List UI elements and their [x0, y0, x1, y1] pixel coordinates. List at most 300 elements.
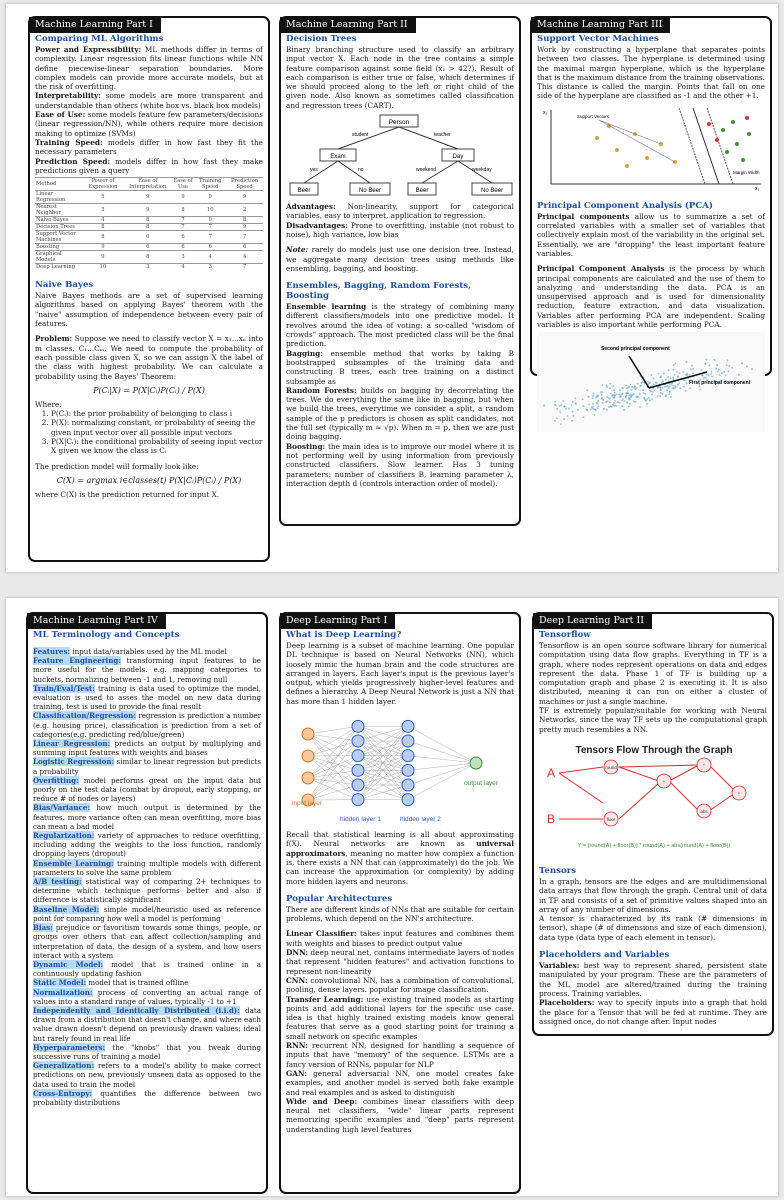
pca-point — [670, 396, 672, 398]
pca-point — [651, 374, 653, 376]
table-row — [35, 224, 263, 231]
pca-point — [692, 368, 694, 370]
term-entry — [33, 656, 261, 684]
pca-point — [568, 408, 570, 410]
class-b-points — [721, 120, 751, 162]
table-cell: 8 — [101, 234, 105, 241]
table-cell: 8 — [242, 217, 247, 224]
table-cell: 10 — [206, 207, 214, 214]
decision-tree-figure — [286, 113, 516, 199]
pca-point — [623, 401, 625, 403]
pca-point — [705, 359, 707, 361]
pca-point — [658, 373, 660, 375]
pca-point — [746, 366, 748, 368]
pca-point — [621, 405, 623, 407]
pca-point — [674, 387, 676, 389]
edge-label: weekday — [472, 167, 492, 174]
pca-point — [629, 399, 631, 401]
term-entry — [286, 1041, 514, 1069]
term: Train/Eval/Test: — [33, 683, 95, 693]
term-text: simple model/heuristic used as reference point for comparing how well a model is performing — [33, 904, 261, 923]
edge-label: no — [358, 167, 364, 174]
term-entry — [539, 961, 767, 998]
pca-point — [657, 396, 659, 398]
pca-point — [648, 383, 650, 385]
pca-point — [613, 385, 615, 387]
table-cell: 6 — [181, 244, 185, 251]
pca-point — [603, 408, 605, 410]
table-cell: 8 — [146, 217, 150, 224]
pca-point — [543, 405, 545, 407]
term-text: some models feature few parameters/decisions (linear regression/NN), while others require more decision making to optimize (SVMs) — [35, 110, 263, 138]
pca-point — [608, 406, 610, 408]
pca-point — [636, 383, 638, 385]
term-entry — [286, 1069, 514, 1097]
pca-point — [683, 386, 685, 388]
pca-point — [670, 378, 672, 380]
paragraph: Naive Bayes methods are a set of supervised learning algorithms based on applying Bayes' theorem with the "naive" assumption of independence between every pair of features. — [35, 291, 263, 329]
term: Baseline Model: — [33, 904, 100, 914]
pca-point — [662, 393, 664, 395]
pca-label: Second principal component — [601, 346, 670, 353]
table-cell: 9 — [101, 254, 105, 261]
table-row — [35, 251, 263, 264]
table-cell: 7 — [208, 224, 212, 231]
term-text: Prone to overfitting, instable (not robust to noise), high variance, low bias — [286, 220, 514, 239]
section-title: Tensorflow — [539, 630, 591, 640]
table-cell: 4 — [242, 254, 247, 261]
pca-point — [689, 388, 691, 390]
pca-point — [586, 410, 588, 412]
text-part: , meaning no matter how complex a function is, there exists a NN that can (approximately) do the job. We can increase the approximation (or complexity) by adding more hidden layers and neurons. — [286, 848, 514, 886]
column-header: Machine Learning Part III — [531, 17, 670, 33]
table-cell: 6 — [242, 244, 247, 251]
svm-figure — [537, 104, 765, 190]
pca-point — [560, 405, 562, 407]
term-text: process of converting an actual range of values into a standard range of values, typically -1 to +1 — [33, 987, 261, 1006]
term-text: some models are more transparent and understandable than others (white box vs. black box models) — [35, 91, 263, 110]
term-text: transforming input features to be more useful for the models. e.g. mapping categories to buckets, normalizing between -1 and 1, removing null — [33, 656, 261, 684]
pca-point — [674, 363, 676, 365]
table-cell: 7 — [181, 224, 185, 231]
layer-label: output layer — [464, 780, 498, 788]
term: Feature Engineering: — [33, 656, 121, 666]
pca-point — [615, 405, 617, 407]
pca-point — [575, 403, 577, 405]
table-cell: 6 — [146, 234, 150, 241]
pca-point — [626, 402, 628, 404]
pca-point — [614, 400, 616, 402]
paragraph: Tensorflow is an open source software library for numerical computation using data flow graphs. Everything in TF is a graph, where nodes represent operations on data and edges represent the data. Phase 1 of TF is building up a computation graph and phase 2 is executing it. It is also distributed, meaning it can run on either a cluster of machines or just a single machine. — [539, 641, 767, 706]
table-cell: 3 — [146, 264, 150, 271]
pca-point — [728, 365, 730, 367]
nn-edge — [308, 726, 358, 756]
term-entry — [33, 1006, 261, 1043]
pca-paragraph-1 — [537, 212, 765, 258]
pca-point — [668, 394, 670, 396]
tree-node-label: Day — [452, 154, 464, 161]
pca-point — [678, 372, 680, 374]
term-text: way to specify inputs into a graph that hold the place for a Tensor that will be fed at runtime. They are assigned once, do not change after. Input nodes — [539, 998, 767, 1026]
term-text: predicts an output by multiplying and summing input features with weights and biases — [33, 739, 261, 758]
pca-point — [563, 406, 565, 408]
pca-point — [685, 374, 687, 376]
table-cell: 10 — [99, 264, 107, 271]
table-cell: Nearest Neighbor — [36, 204, 61, 217]
nn-node — [402, 735, 414, 747]
term: Dynamic Model: — [33, 959, 104, 969]
term: Disadvantages: — [286, 220, 348, 230]
pca-point — [601, 391, 603, 393]
term: Bias/Variance: — [33, 803, 90, 813]
nn-edge — [408, 726, 476, 763]
term-text: ensemble method that works by taking B bootstrapped subsamples of the training data and constructing B trees, each tree training on a distinct subsample as — [286, 348, 514, 386]
table-cell: 9 — [208, 217, 212, 224]
term: Principal components — [537, 211, 630, 221]
pca-point — [664, 386, 666, 388]
pca-point — [725, 375, 727, 377]
pca-point — [560, 424, 562, 426]
pca-point — [672, 387, 674, 389]
term-entry — [33, 803, 261, 831]
term-entry — [33, 1061, 261, 1089]
pca-point — [676, 371, 678, 373]
pca-point — [556, 408, 558, 410]
pca-point — [647, 381, 649, 383]
pca-point — [685, 390, 687, 392]
pca-point — [628, 406, 630, 408]
pca-point — [673, 364, 675, 366]
term-text: the main idea is to improve our model where it is not performing well by using information from previously constructed classifiers. Slow learner. Has 3 tuning parameters: number of classifiers B, learning parameter λ, interaction depth d (controls interaction order of model). — [286, 441, 514, 488]
pca-point — [751, 368, 753, 370]
pca-figure — [537, 332, 765, 432]
section-title: Placeholders and Variables — [539, 950, 670, 961]
pca-point — [613, 390, 615, 392]
pca-point — [622, 393, 624, 395]
pca-point — [715, 368, 717, 370]
section-title: Ensembles, Bagging, Random Forests, Boosting — [286, 281, 472, 302]
pca-point — [636, 396, 638, 398]
pca-point — [702, 375, 704, 377]
term-text: builds on bagging by decorrelating the trees. We do everything the same like in bagging, but when we build the trees, everytime we consider a split, a random sample of the p predictors is chosen as split candidates, not the full set (typically m ≈ √p). When m = p, then we are just doing bagging. — [286, 385, 514, 442]
term-text: deep neural net, contains intermediate layers of nodes that represent "hidden features" and activation functions to represent non-linearity — [286, 948, 514, 976]
tree-leaf-label: Beer — [297, 188, 311, 195]
pca-point — [646, 403, 648, 405]
edge-label: student — [352, 132, 369, 139]
paragraph: TF is extremely popular/suitable for working with Neural Networks, since the way TF sets up the computational graph pretty much resembles a NN. — [539, 706, 767, 734]
pca-point — [741, 363, 743, 365]
pca-point — [682, 371, 684, 373]
pca-point — [674, 374, 676, 376]
term-text: is the strategy of combining many different classifiers/models into one predictive model. It revolves around the idea of voting: a so-called "wisdom of crowds" approach. The most predicted class will be the final prediction. — [286, 302, 514, 349]
term-text: how much output is determined by the features. more variance often can mean overfitting, more bias can mean a bad model — [33, 803, 261, 831]
nn-node — [402, 764, 414, 776]
term: universal approximators — [286, 839, 514, 858]
term: A/B testing: — [33, 877, 82, 887]
term: Generalization: — [33, 1061, 95, 1071]
pca-point — [630, 396, 632, 398]
pca-point — [643, 397, 645, 399]
table-cell: 7 — [208, 234, 212, 241]
term-entry — [286, 386, 514, 442]
input-label-b: B — [547, 811, 556, 826]
layer-label: input layer — [292, 800, 322, 808]
pca-point — [642, 389, 644, 391]
nn-node — [352, 779, 364, 791]
architecture-list — [286, 929, 514, 1134]
pca-point — [559, 412, 561, 414]
pca-point — [601, 402, 603, 404]
pca-point — [629, 395, 631, 397]
section-title: Support Vector Machines — [537, 34, 659, 44]
term: Logistic Regression: — [33, 757, 115, 767]
term-entry — [33, 757, 261, 775]
term: Hyperparameters: — [33, 1042, 106, 1052]
term-text: regression is prediction a number (e.g. housing price), classification is prediction from a set of categories(e.g. predicting red/blue/green) — [33, 711, 261, 739]
axis-label: x₁ — [755, 185, 760, 192]
pca-point — [717, 371, 719, 373]
pca-point — [565, 408, 567, 410]
pca-point — [627, 393, 629, 395]
term-text: allow us to summarize a set of correlated variables with a smaller set of variables that collectively explain most of the variability in the original set. Essentially, we are "dropping" the least important feature variables. — [537, 211, 765, 258]
bayes-equation: P(Cᵢ|X) = P(X|Cᵢ)P(Cᵢ) / P(X) — [93, 385, 205, 395]
node-label: round — [605, 764, 617, 770]
nn-edge — [408, 763, 476, 770]
nn-edge — [308, 770, 358, 778]
term-entry — [33, 647, 261, 656]
table-cell: 3 — [181, 254, 185, 261]
term-entry — [33, 831, 261, 859]
term-text: similar to linear regression but predicts a probability — [33, 757, 262, 776]
pca-point — [672, 377, 674, 379]
term-text: training multiple models with different parameters to solve the same problem — [33, 858, 261, 877]
pca-point — [646, 399, 648, 401]
table-cell: 9 — [181, 194, 185, 201]
term: Prediction Speed: — [35, 156, 111, 166]
pca-point — [668, 370, 670, 372]
nn-node — [402, 779, 414, 791]
nn-node — [302, 728, 314, 740]
pca-point — [609, 383, 611, 385]
pca-point — [660, 392, 662, 394]
term-text: model performs great on the input data but poorly on the test data (combat by dropout, early stopping, or reduce # of nodes or layers) — [33, 775, 261, 804]
table-cell: 8 — [101, 224, 105, 231]
paragraph — [286, 830, 514, 886]
pca-point — [710, 371, 712, 373]
pca-point — [606, 396, 608, 398]
table-cell: 9 — [146, 194, 150, 201]
term: Interpretability: — [35, 91, 101, 101]
pca-point — [699, 389, 701, 391]
svg-text:+: + — [737, 790, 741, 796]
table-header-cell: Ease of Use — [173, 178, 193, 191]
term: CNN: — [286, 975, 308, 985]
edge-label: teacher — [434, 132, 451, 139]
term-text: takes input features and combines them with weights and biases to predict output value — [286, 929, 514, 948]
pca-point — [611, 395, 613, 397]
pca-point — [625, 385, 627, 387]
term: Linear Regression: — [33, 739, 111, 749]
node-label: * — [703, 762, 705, 768]
column-ml-part-1 — [28, 16, 270, 562]
term-entry — [286, 349, 514, 386]
term-text: Non-linearity, support for categorical variables, easy to interpret, application to regression. — [286, 202, 514, 221]
terminology-list — [33, 647, 261, 1107]
term-entry — [35, 157, 263, 176]
pca-point — [723, 371, 725, 373]
term: Regularization: — [33, 831, 95, 841]
term-text: prejudice or favoritism towards some things, people, or groups over others that can affect collection/sampling and interpretation of data, the design of a system, and how users interact with a system — [33, 923, 261, 960]
section-title: ML Terminology and Concepts — [33, 630, 180, 640]
table-cell: 9 — [242, 224, 247, 231]
pca-point — [571, 420, 573, 422]
paragraph: Work by constructing a hyperplane that separates points between two classes. The hyperplane is determined using the maximal margin hyperplane, which is the hyperplane that is the maximum distance from the training observations. This distance is called the margin. Points that fall on one side of the hyperplane are classified as -1 and the other +1. — [537, 45, 765, 101]
column-ml-part-3 — [530, 16, 772, 387]
column-header: Machine Learning Part II — [280, 17, 416, 33]
pca-point — [612, 404, 614, 406]
term-entry — [286, 976, 514, 995]
column-ml-part-2 — [279, 16, 521, 526]
table-cell: Decision Trees — [36, 224, 75, 231]
pca-point — [619, 396, 621, 398]
pca-point — [689, 374, 691, 376]
term: Ensemble learning — [286, 302, 367, 312]
comparison-list — [35, 45, 263, 175]
term-text: models differ in how fast they make predictions given a query — [35, 156, 263, 175]
pca-point — [644, 393, 646, 395]
pca-point — [572, 411, 574, 413]
pca-point — [639, 385, 641, 387]
cheatsheet-page-1 — [6, 4, 778, 572]
term: Classification/Regression: — [33, 711, 136, 721]
placeholders-list — [539, 961, 767, 1026]
nn-node — [352, 764, 364, 776]
pca-point — [663, 373, 665, 375]
table-cell: 7 — [181, 217, 185, 224]
term-text: convolutional NN, has a combination of convolutional, pooling, dense layers. popular for image classification. — [286, 975, 514, 995]
paragraph: Deep learning is a subset of machine learning. One popular DL technique is based on Neural Networks (NN), which loosely mimic the human brain and the code structures are arranged in layers. Each layer's input is the previous layer's output, which yields progressively higher-level features and defines a hierarchy. A Deep Neural Network is just a NN that has more than 1 hidden layer. — [286, 641, 514, 706]
pca-point — [659, 389, 661, 391]
table-cell: 6 — [146, 244, 150, 251]
term-text: rarely do models just use one decision tree. Instead, we aggregate many decision trees using methods like ensembling, bagging, and boosting. — [286, 245, 514, 273]
pca-point — [704, 363, 706, 365]
svm-annotation: Margin Width — [733, 169, 760, 175]
pca-point — [678, 382, 680, 384]
problem-paragraph — [35, 334, 263, 380]
pca-point — [597, 408, 599, 410]
pca-point — [677, 384, 679, 386]
pca-point — [714, 359, 716, 361]
pca-label: First principal component — [689, 380, 751, 387]
pca-point — [651, 399, 653, 401]
nn-node — [402, 750, 414, 762]
table-cell: 7 — [242, 264, 247, 271]
pca-point — [572, 401, 574, 403]
nn-node — [352, 794, 364, 806]
note — [286, 245, 514, 273]
pca-point — [571, 404, 573, 406]
column-header: Machine Learning Part IV — [27, 613, 166, 629]
nn-node — [470, 757, 482, 769]
pca-point — [665, 379, 667, 381]
pca-point — [598, 406, 600, 408]
term: RNN: — [286, 1041, 308, 1051]
pca-point — [554, 420, 556, 422]
table-header-cell: Power of Expression — [88, 178, 118, 191]
section-title: Decision Trees — [286, 34, 357, 44]
pca-point — [686, 361, 688, 363]
pca-point — [662, 387, 664, 389]
term: Transfer Learning: — [286, 994, 364, 1004]
section-title: Tensors — [539, 865, 577, 876]
term-entry — [286, 302, 514, 348]
pca-point — [559, 405, 561, 407]
table-header-cell: Ease of Interpretation — [129, 178, 167, 191]
where-list — [35, 409, 263, 455]
term-text: the "knobs" that you tweak during successive runs of training a model — [33, 1042, 261, 1061]
pca-point — [692, 373, 694, 375]
tree-leaf-label: No Beer — [480, 188, 504, 195]
nn-edge — [408, 741, 476, 763]
tree-leaf-label: No Beer — [358, 188, 382, 195]
node-label: floor — [606, 816, 616, 822]
table-cell: 6 — [181, 234, 185, 241]
pca-point — [563, 419, 565, 421]
term-text: training is data used to optimize the model, evaluation is used to asses the model on new data during training, test is used to provide the final result — [33, 683, 261, 712]
table-row — [35, 217, 263, 224]
term-text: is the process by which principal components are calculated and the use of them to analyzing and understanding the data. PCA is an unsupervised approach and is used for dimensionality reduction, feature extraction, and data visualization. Variables after performing PCA are independent. Scaling variables is also important while performing PCA. — [537, 264, 765, 330]
tree-edge — [338, 127, 399, 149]
paragraph: In a graph, tensors are the edges and are multidimensional data arrays that flow through the graph. Central unit of data in TF and consists of a set of primitive values shaped into an array of any number of dimensions. A tensor is characterized by its rank (# dimensions in tensor), shape (# of dimensions and size of each dimension), data type (data type of each element in tensor). — [539, 876, 767, 942]
term: Static Model: — [33, 978, 87, 988]
pca-point — [629, 384, 631, 386]
term-entry — [33, 684, 261, 712]
cheatsheet-page-2 — [6, 598, 778, 1196]
column-header: Deep Learning Part II — [533, 613, 652, 629]
term-text: general adversarial NN, one model creates fake examples, and another model is served both fake example and real examples and is asked to distinguish — [286, 1068, 514, 1097]
term-text: model that is trained offline — [86, 978, 189, 988]
term: Cross-Entropy: — [33, 1088, 93, 1098]
pca-point — [677, 376, 679, 378]
paragraph: The prediction model will formally look like: — [35, 461, 199, 471]
pca-point — [639, 406, 641, 408]
where-label: Where: — [35, 399, 62, 409]
section-title: Principal Component Analysis (PCA) — [537, 200, 713, 211]
term: Linear Classifier: — [286, 929, 357, 939]
nn-edge — [408, 756, 476, 763]
pca-point — [651, 394, 653, 396]
pca-point — [738, 374, 740, 376]
term: Ease of Use: — [35, 110, 86, 120]
table-cell: Support Vector Machines — [36, 231, 76, 244]
pca-point — [597, 400, 599, 402]
figure-title: Tensors Flow Through the Graph — [575, 744, 733, 756]
term: Principal Component Analysis — [537, 264, 665, 274]
term-entry — [286, 948, 514, 976]
layer-label: hidden layer 1 — [340, 816, 381, 824]
table-cell: Boosting — [36, 244, 60, 251]
table-header-cell: Training Speed — [199, 178, 222, 191]
column-header: Machine Learning Part I — [29, 17, 161, 33]
pca-point — [654, 389, 656, 391]
pca-point — [583, 405, 585, 407]
pca-point — [726, 365, 728, 367]
table-cell: 9 — [101, 244, 105, 251]
term-text: recurrent NN, designed for handling a sequence of inputs that have "memory" of the sequence. LSTMs are a fancy version of RNNs, popular for NLP — [286, 1041, 514, 1069]
text-part: Recall that statistical learning is all about approximating f(X). Neural networks are known as — [286, 830, 514, 849]
table-cell: 2 — [242, 207, 247, 214]
edge-label: yes — [310, 167, 318, 174]
